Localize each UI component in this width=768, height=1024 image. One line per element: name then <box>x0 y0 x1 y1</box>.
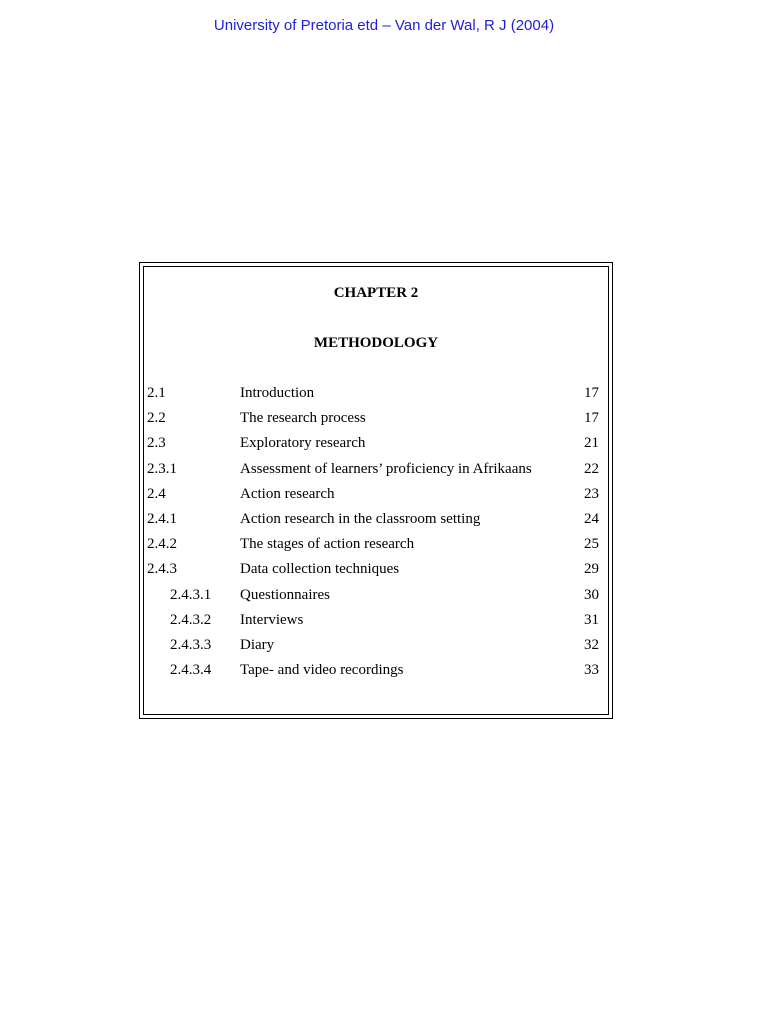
toc-entry-page: 23 <box>584 485 599 502</box>
toc-entry-title: Data collection techniques <box>240 561 400 578</box>
toc-entry-2-4-2 <box>140 534 612 559</box>
toc-entry-2-3-1 <box>140 459 612 484</box>
toc-entry-page: 25 <box>584 536 599 553</box>
toc-entry-title: The research process <box>240 410 366 427</box>
toc-entry-title: Introduction <box>240 385 315 401</box>
toc-entry-page: 22 <box>584 460 599 477</box>
toc-entry-number: 2.4.3 <box>147 561 177 578</box>
running-header: University of Pretoria etd – Van der Wal, R J (2004) <box>213 17 555 34</box>
toc-entry-title: Action research <box>240 485 335 502</box>
chapter-box <box>139 262 613 719</box>
toc-entry-2-3 <box>140 433 612 458</box>
toc-entry-2-2 <box>140 408 612 433</box>
toc-entry-number: 2.2 <box>147 410 166 427</box>
toc-entry-page: 24 <box>584 510 599 527</box>
toc-entry-page: 21 <box>584 435 599 452</box>
toc-entry-2-4-1 <box>140 509 612 534</box>
toc-entry-number: 2.3 <box>147 435 166 452</box>
toc-entry-2-4-3 <box>140 559 612 584</box>
chapter-label: CHAPTER 2 <box>333 285 419 301</box>
toc-entry-title: Questionnaires <box>240 586 330 603</box>
toc-entry-number: 2.3.1 <box>147 460 177 477</box>
toc-entry-title: The stages of action research <box>240 536 415 553</box>
toc-entry-number: 2.4 <box>147 485 166 502</box>
toc-entry-page: 32 <box>584 636 599 653</box>
toc-entry-title: Interviews <box>240 611 304 628</box>
toc-entry-2-4-3-4 <box>140 660 612 685</box>
toc-entry-page: 31 <box>584 611 599 628</box>
toc-entry-page: 17 <box>584 410 599 427</box>
toc-entry-page: 33 <box>584 662 599 679</box>
toc-entry-title: Assessment of learners’ proficiency in Afrikaans <box>240 460 532 477</box>
toc-entry-number: 2.4.3.1 <box>170 586 212 603</box>
toc-entry-page: 17 <box>584 385 599 401</box>
toc-entry-2-4 <box>140 484 612 509</box>
toc-entry-number: 2.4.1 <box>147 510 177 527</box>
toc-entry-page: 30 <box>584 586 599 603</box>
toc-entry-number: 2.4.3.3 <box>170 636 212 653</box>
toc-entry-title: Tape- and video recordings <box>240 662 404 679</box>
toc-entry-2-4-3-1 <box>140 585 612 610</box>
toc-entry-number: 2.4.3.2 <box>170 611 212 628</box>
toc-entry-2-4-3-3 <box>140 635 612 660</box>
chapter-title: METHODOLOGY <box>313 335 439 351</box>
toc-entry-number: 2.1 <box>147 385 166 401</box>
toc-entry-number: 2.4.2 <box>147 536 177 553</box>
toc-entry-number: 2.4.3.4 <box>170 662 212 679</box>
toc-entry-title: Exploratory research <box>240 435 366 452</box>
toc-entry-title: Action research in the classroom setting <box>240 510 481 527</box>
toc-entry-page: 29 <box>584 561 599 578</box>
table-of-contents <box>140 383 612 685</box>
toc-entry-2-4-3-2 <box>140 610 612 635</box>
toc-entry-title: Diary <box>240 636 275 653</box>
toc-entry-2-1 <box>140 383 612 408</box>
